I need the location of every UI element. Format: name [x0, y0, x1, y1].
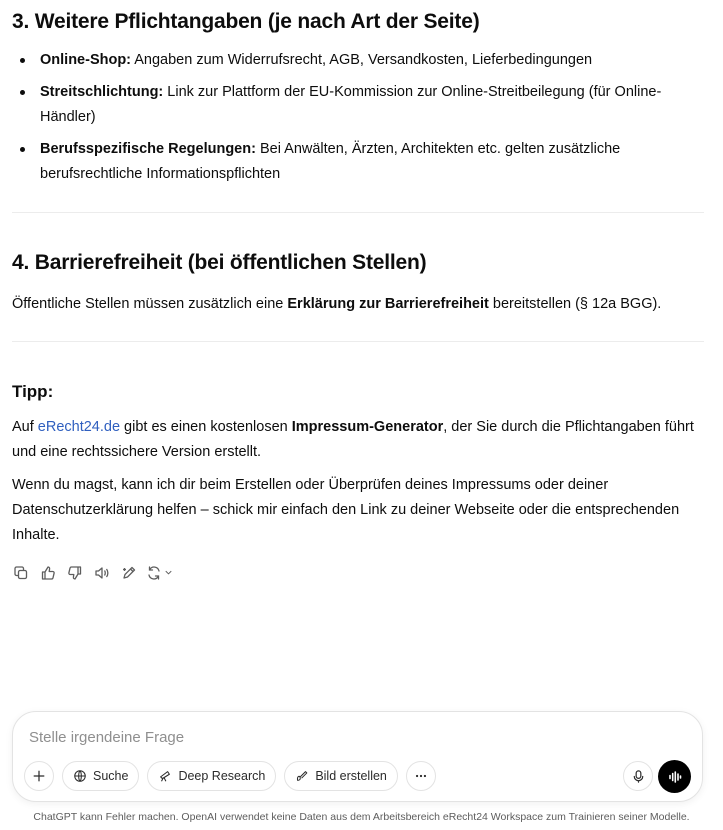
text: Auf: [12, 419, 38, 435]
thumbs-up-icon[interactable]: [37, 562, 58, 583]
dictate-button[interactable]: [623, 761, 653, 791]
waveform-icon: [667, 769, 683, 785]
telescope-icon: [158, 769, 172, 783]
item-text: Bei Anwälten, Ärzten, Architekten etc. gelten zusätzliche berufsrechtliche Informationspflichten: [40, 141, 621, 182]
list-item: [12, 137, 704, 187]
search-label: Suche: [93, 769, 129, 783]
assistant-message: [12, 0, 704, 583]
item-text: Angaben zum Widerrufsrecht, AGB, Versandkosten, Lieferbedingungen: [131, 52, 593, 68]
image-brush-icon: [295, 769, 309, 783]
text: bereitstellen (§ 12a BGG).: [488, 296, 662, 312]
paragraph: [12, 415, 704, 465]
tip-heading: Tipp:: [12, 382, 54, 401]
create-image-button[interactable]: [284, 761, 398, 791]
ellipsis-icon: [414, 769, 428, 783]
deep-research-button[interactable]: [147, 761, 276, 791]
chevron-down-icon: [163, 567, 174, 578]
read-aloud-icon[interactable]: [91, 562, 112, 583]
text: gibt es einen kostenlosen: [120, 419, 292, 435]
list-item: [12, 80, 704, 130]
section-heading: 4. Barrierefreiheit (bei öffentlichen Stellen): [12, 251, 427, 274]
bullet-list: [12, 48, 704, 187]
microphone-icon: [631, 769, 646, 784]
bold-text: Erklärung zur Barrierefreiheit: [287, 296, 489, 312]
item-text: Link zur Plattform der EU-Kommission zur Online-Streitbeilegung (für Online-Händler): [40, 84, 662, 125]
message-actions: [10, 562, 704, 583]
text: Öffentliche Stellen müssen zusätzlich eine: [12, 296, 288, 312]
divider: [12, 212, 704, 213]
divider: [12, 341, 704, 342]
bold-text: Impressum-Generator: [291, 419, 444, 435]
paragraph: [12, 292, 704, 317]
item-label: Online-Shop:: [40, 52, 132, 68]
copy-icon[interactable]: [10, 562, 31, 583]
add-button[interactable]: [24, 761, 54, 791]
section-heading: 3. Weitere Pflichtangaben (je nach Art der Seite): [12, 10, 480, 33]
composer: [12, 711, 703, 802]
erecht24-link[interactable]: eRecht24.de: [37, 419, 121, 435]
text: , der Sie durch die Pflichtangaben führt und eine rechtssichere Version erstellt.: [12, 419, 694, 460]
list-item: [12, 48, 704, 73]
voice-mode-button[interactable]: [658, 760, 691, 793]
regenerate-icon[interactable]: [145, 562, 175, 583]
deep-research-label: Deep Research: [178, 769, 266, 783]
prompt-input[interactable]: [29, 725, 669, 749]
composer-tools: [24, 761, 436, 791]
edit-in-canvas-icon[interactable]: [118, 562, 139, 583]
globe-icon: [73, 769, 87, 783]
item-label: Berufsspezifische Regelungen:: [40, 141, 256, 157]
search-button[interactable]: [62, 761, 139, 791]
disclaimer: ChatGPT kann Fehler machen. OpenAI verwendet keine Daten aus dem Arbeitsbereich eRecht24 Workspace zum Trainieren seiner Modelle.: [33, 811, 690, 823]
thumbs-down-icon[interactable]: [64, 562, 85, 583]
item-label: Streitschlichtung:: [40, 84, 164, 100]
plus-icon: [32, 769, 46, 783]
more-tools-button[interactable]: [406, 761, 436, 791]
create-image-label: Bild erstellen: [315, 769, 387, 783]
paragraph: Wenn du magst, kann ich dir beim Erstellen oder Überprüfen deines Impressums oder deiner Datenschutzerklärung helfen – schick mir einfach den Link zu deiner Webseite oder die entsprechenden Inhalte.: [12, 477, 680, 543]
